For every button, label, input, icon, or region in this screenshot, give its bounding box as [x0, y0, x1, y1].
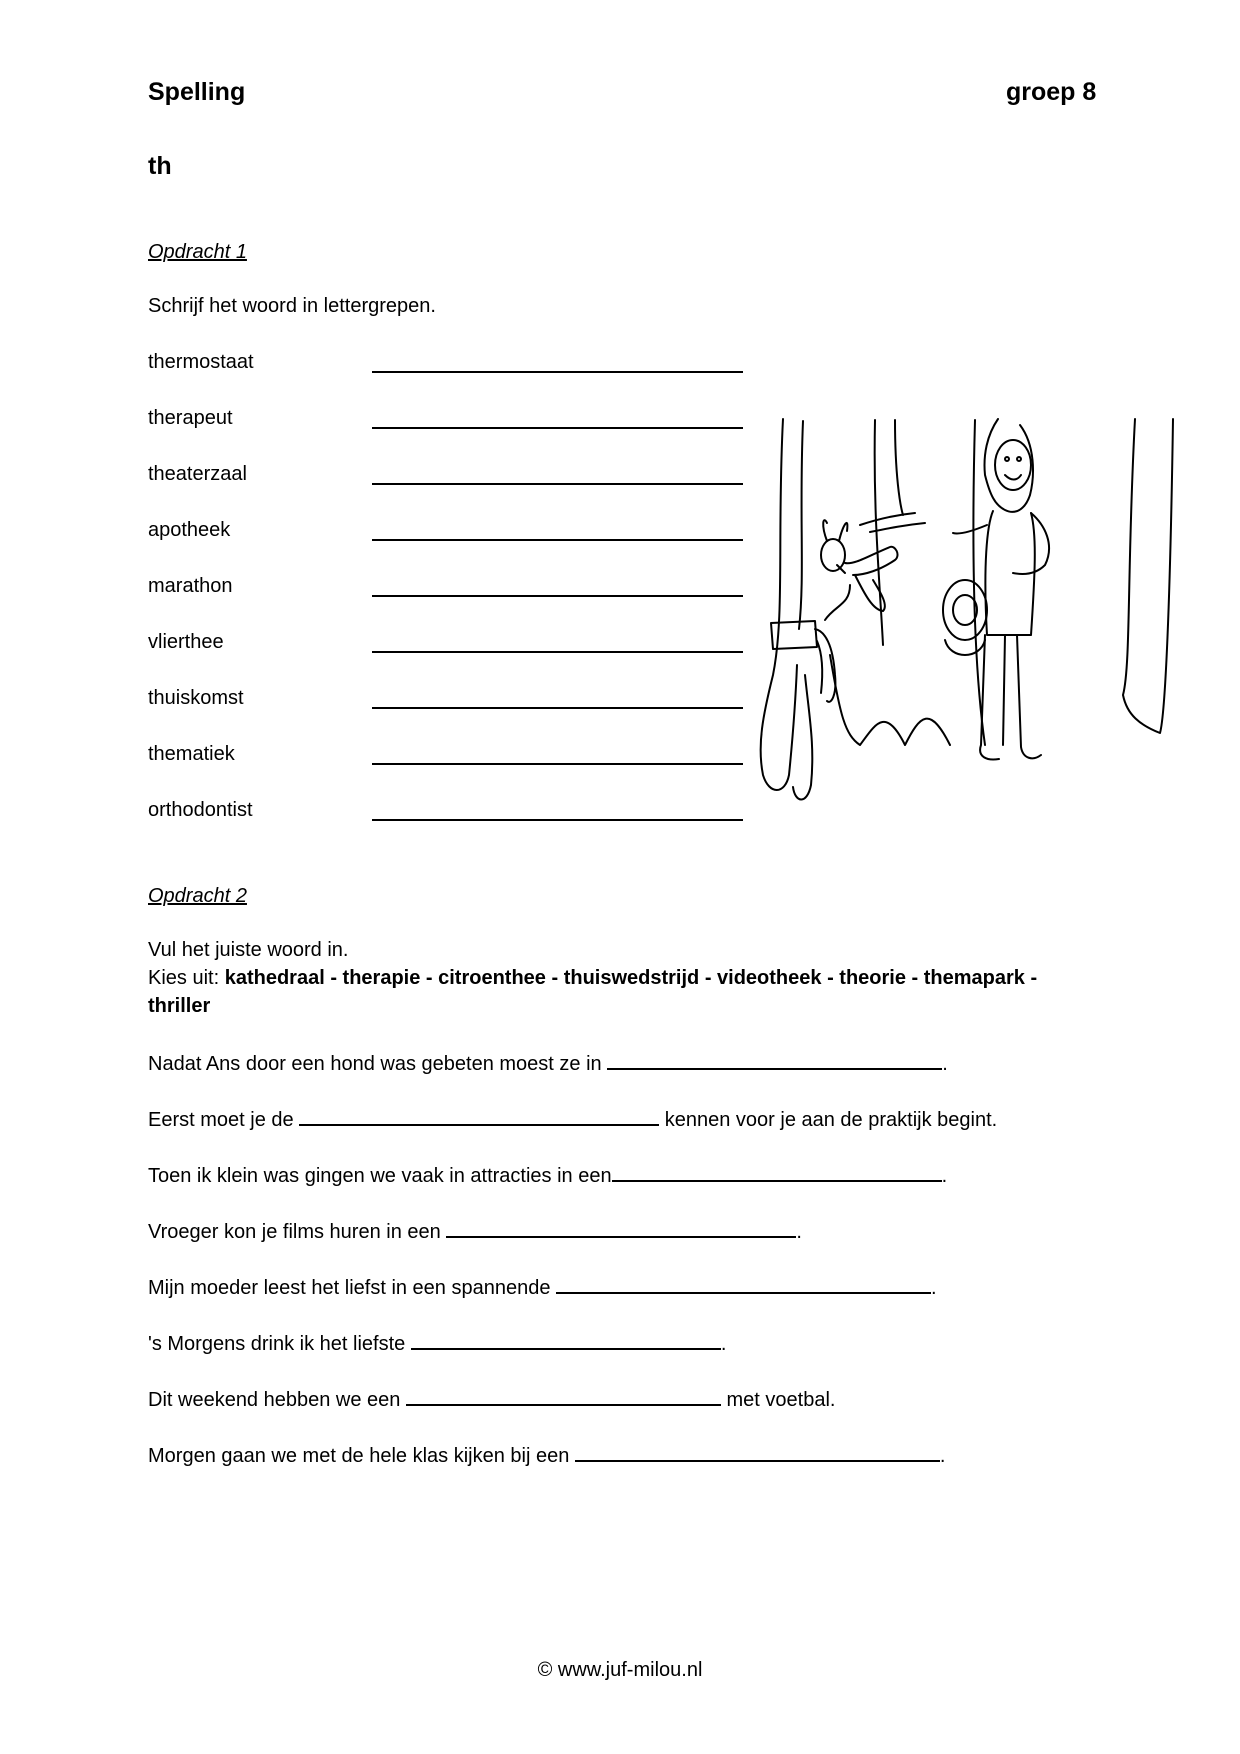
- answer-line[interactable]: [372, 483, 743, 485]
- answer-line[interactable]: [372, 707, 743, 709]
- word-item: vlierthee: [148, 631, 224, 653]
- answer-line[interactable]: [372, 651, 743, 653]
- sentence-text: Toen ik klein was gingen we vaak in attracties in een: [148, 1165, 612, 1187]
- sentence: [148, 1440, 945, 1469]
- word-item: thermostaat: [148, 351, 254, 373]
- sentence-text: Vroeger kon je films huren in een: [148, 1221, 447, 1243]
- exercise1-title: Opdracht 1: [148, 241, 247, 263]
- exercise1-instruction: Schrijf het woord in lettergrepen.: [148, 295, 436, 317]
- puppet-show-illustration: [755, 415, 1185, 805]
- choices-list-continued: thriller: [148, 995, 211, 1017]
- answer-blank[interactable]: [575, 1440, 940, 1462]
- sentence-text: Mijn moeder leest het liefst in een spannende: [148, 1277, 557, 1299]
- sentence-text: Eerst moet je de: [148, 1109, 300, 1131]
- sentence-end: .: [931, 1277, 937, 1299]
- answer-blank[interactable]: [299, 1104, 659, 1126]
- rabbit-head: [821, 539, 845, 571]
- sentence-end: kennen voor je aan de praktijk begint.: [659, 1109, 998, 1131]
- word-item: therapeut: [148, 407, 233, 429]
- answer-line[interactable]: [372, 539, 743, 541]
- sentence-end: .: [796, 1221, 802, 1243]
- topic-label: th: [148, 152, 172, 180]
- exercise2-title: Opdracht 2: [148, 885, 247, 907]
- exercise2-instruction: Vul het juiste woord in.: [148, 939, 349, 961]
- page-title: Spelling: [148, 78, 246, 106]
- sentence: [148, 1048, 948, 1077]
- sentence-text: Dit weekend hebben we een: [148, 1389, 406, 1411]
- word-item: orthodontist: [148, 799, 253, 821]
- word-item: thematiek: [148, 743, 235, 765]
- choices-list: kathedraal - therapie - citroenthee - thuiswedstrijd - videotheek - theorie - themapark -: [224, 967, 1038, 989]
- copyright-footer: © www.juf-milou.nl: [537, 1659, 703, 1681]
- sentence: [148, 1328, 726, 1357]
- girl-hair: [985, 419, 1033, 512]
- sentence-end: .: [939, 1445, 946, 1467]
- word-item: thuiskomst: [148, 687, 244, 709]
- answer-blank[interactable]: [411, 1328, 721, 1350]
- sentence: [148, 1216, 802, 1245]
- answer-line[interactable]: [372, 763, 743, 765]
- sentence-text: Nadat Ans door een hond was gebeten moest ze in: [148, 1053, 608, 1075]
- word-item: apotheek: [148, 519, 231, 541]
- answer-line[interactable]: [372, 819, 743, 821]
- sentence: [148, 1160, 947, 1189]
- sentence-text: 's Morgens drink ik het liefste: [148, 1333, 411, 1355]
- answer-blank[interactable]: [612, 1160, 942, 1182]
- answer-line[interactable]: [372, 595, 743, 597]
- sentence: [148, 1272, 937, 1301]
- sentence-end: .: [941, 1165, 948, 1187]
- answer-blank[interactable]: [556, 1272, 931, 1294]
- left-curtain: [761, 419, 797, 790]
- answer-line[interactable]: [372, 427, 743, 429]
- sentence-end: .: [720, 1333, 727, 1355]
- girl-face: [995, 440, 1031, 490]
- word-item: marathon: [148, 575, 233, 597]
- sentence: [148, 1384, 835, 1413]
- group-label: groep 8: [1006, 78, 1097, 106]
- sentence-end: .: [942, 1053, 948, 1075]
- right-curtain: [1123, 419, 1173, 733]
- sentence-text: Morgen gaan we met de hele klas kijken bij een: [148, 1445, 575, 1467]
- ball-puppet: [943, 580, 987, 640]
- choices-line: [148, 965, 1037, 991]
- word-item: theaterzaal: [148, 463, 247, 485]
- answer-blank[interactable]: [406, 1384, 721, 1406]
- answer-line[interactable]: [372, 371, 743, 373]
- choose-label: Kies uit:: [148, 967, 220, 989]
- answer-blank[interactable]: [446, 1216, 796, 1238]
- sentence-end: met voetbal.: [720, 1389, 836, 1411]
- sentence: [148, 1104, 997, 1133]
- answer-blank[interactable]: [607, 1048, 942, 1070]
